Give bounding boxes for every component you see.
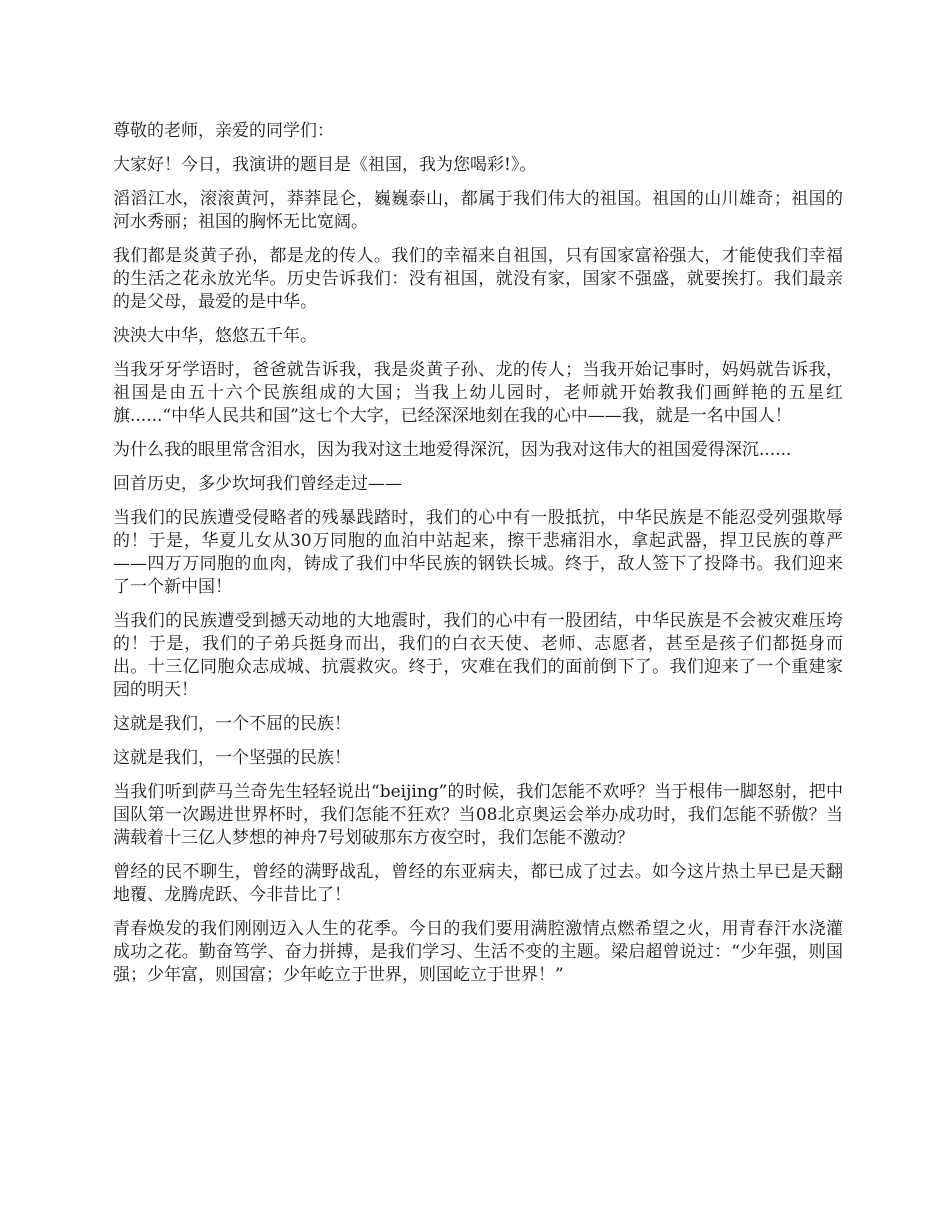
paragraph: 当我们听到萨马兰奇先生轻轻说出“beijing”的时候，我们怎能不欢呼？当于根伟一脚怒射，把中国队第一次踢进世界杯时，我们怎能不狂欢？当08北京奥运会举办成功时，我们怎能不骄傲？当满载着十三亿人梦想的神舟7号划破那东方夜空时，我们怎能不激动？ (113, 782, 843, 848)
paragraph: 曾经的民不聊生，曾经的满野战乱，曾经的东亚病夫，都已成了过去。如今这片热土早已是天翻地覆、龙腾虎跃、今非昔比了！ (113, 862, 843, 905)
paragraph: 滔滔江水，滚滚黄河，莽莽昆仑，巍巍泰山，都属于我们伟大的祖国。祖国的山川雄奇；祖国的河水秀丽；祖国的胸怀无比宽阔。 (113, 189, 843, 232)
paragraph: 我们都是炎黄子孙，都是龙的传人。我们的幸福来自祖国，只有国家富裕强大，才能使我们幸福的生活之花永放光华。历史告诉我们：没有祖国，就没有家，国家不强盛，就要挨打。我们最亲的是父母，最爱的是中华。 (113, 246, 843, 312)
paragraph: 这就是我们，一个坚强的民族！ (113, 748, 351, 768)
paragraph: 为什么我的眼里常含泪水，因为我对这土地爱得深沉，因为我对这伟大的祖国爱得深沉...... (113, 440, 792, 460)
salutation: 尊敬的老师，亲爱的同学们： (113, 121, 334, 141)
paragraph: 这就是我们，一个不屈的民族！ (113, 714, 351, 734)
paragraph: 青春焕发的我们刚刚迈入人生的花季。今日的我们要用满腔激情点燃希望之火，用青春汗水浇灌成功之花。勤奋笃学、奋力拼搏，是我们学习、生活不变的主题。梁启超曾说过：“少年强，则国强；少年富，则国富；少年屹立于世界，则国屹立于世界！” (113, 919, 843, 985)
speech-document (113, 120, 843, 998)
speech-title-intro: 大家好！今日，我演讲的题目是《祖国，我为您喝彩!》。 (113, 155, 537, 175)
paragraph: 当我们的民族遭受侵略者的残暴践踏时，我们的心中有一股抵抗，中华民族是不能忍受列强欺辱的！于是，华夏儿女从30万同胞的血泊中站起来，擦干悲痛泪水，拿起武器，捍卫民族的尊严——四万万同胞的血肉，铸成了我们中华民族的钢铁长城。终于，敌人签下了投降书。我们迎来了一个新中国！ (113, 508, 843, 597)
paragraph: 回首历史，多少坎坷我们曾经走过—— (113, 474, 402, 494)
paragraph: 当我牙牙学语时，爸爸就告诉我，我是炎黄子孙、龙的传人；当我开始记事时，妈妈就告诉我，祖国是由五十六个民族组成的大国；当我上幼儿园时，老师就开始教我们画鲜艳的五星红旗......“中华人民共和国”这七个大字，已经深深地刻在我的心中——我，就是一名中国人！ (113, 360, 843, 426)
paragraph: 泱泱大中华，悠悠五千年。 (113, 326, 317, 346)
paragraph: 当我们的民族遭受到撼天动地的大地震时，我们的心中有一股团结，中华民族是不会被灾难压垮的！于是，我们的子弟兵挺身而出，我们的白衣天使、老师、志愿者，甚至是孩子们都挺身而出。十三亿同胞众志成城、抗震救灾。终于，灾难在我们的面前倒下了。我们迎来了一个重建家园的明天！ (113, 611, 843, 700)
